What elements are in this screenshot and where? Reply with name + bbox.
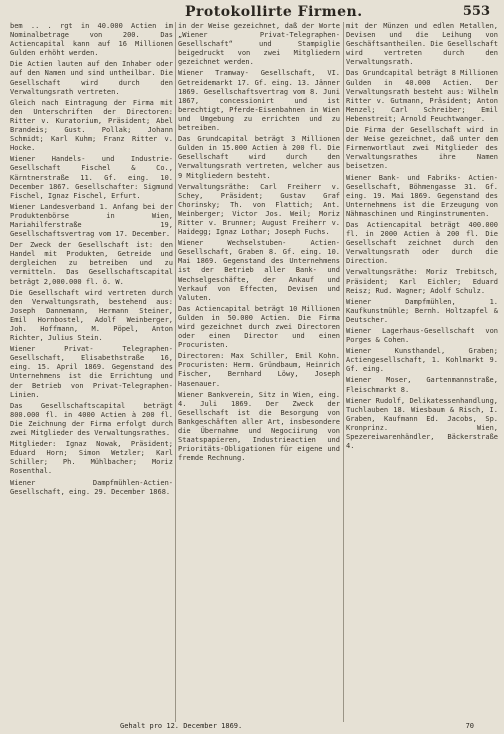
column-divider-2 <box>343 22 344 722</box>
register-entry: Gleich nach Eintragung der Firma mit den Unterschriften der Directoren: Ritter v. Kuratorium, Präsident; Abel Brandeis; Gust. Pollak; Johann Schmidt; Karl Kuhm; Franz Ritter v. Hocke. <box>10 98 173 153</box>
register-entry: Mitglieder: Ignaz Nowak, Präsident; Eduard Horn; Simon Wetzler; Karl Schiller; Ph. Mühlbacher; Moriz Rosenthal. <box>10 440 173 476</box>
register-entry: Das Actiencapital beträgt 10 Millionen Gulden in 50.000 Actien. Die Firma wird gezeichnet durch zwei Directoren oder einen Director und einen Procuristen. <box>178 304 340 350</box>
register-entry: Das Gesellschaftscapital beträgt 800.000 fl. in 4000 Actien à 200 fl. Die Zeichnung der Firma erfolgt durch zwei Mitglieder des Verwaltungsrathes. <box>10 401 173 438</box>
register-entry: Wiener Bank- und Fabriks- Actien- Gesellschaft, Böhmengasse 31. Gf. eing. 19. Mai 1869. Gegenstand des Unternehmens ist die Erzeugung von Nähmaschinen und Ringinstrumenten. <box>346 173 498 218</box>
register-entry: Directoren: Max Schiller, Emil Kohn. Procuristen: Herm. Gründbaum, Heinrich Fischer, Bernhard Löwy, Joseph Hasenauer. <box>178 352 340 388</box>
register-entry: in der Weise gezeichnet, daß der Worte „Wiener Privat-Telegraphen-Gesellschaft“ und Stampiglie beigedruckt von zwei Mitgliedern gezeichnet werden. <box>178 22 340 67</box>
register-entry: Das Grundcapital beträgt 8 Millionen Gulden in 40.000 Actien. Der Verwaltungsrath besteht aus: Wilhelm Ritter v. Gutmann, Präsident; Anton Menzel; Carl Schreiber; Emil Hebenstreit; Arnold Feuchtwanger. <box>346 69 498 123</box>
register-entry: Wiener Tramway- Gesellschaft, VI. Getreidemarkt 17. Gf. eing. 13. Jänner 1869. Gesellschaftsvertrag vom 8. Juni 1867, concessionirt und ist berechtigt, Pferde-Eisenbahnen in Wien und Umgebung zu errichten und zu betreiben. <box>178 69 340 133</box>
register-entry: mit der Münzen und edlen Metallen, Devisen und die Leihung von Geschäftsantheilen. Die Gesellschaft wird vertreten durch den Verwaltungsrath. <box>346 22 498 67</box>
register-entry: Wiener Dampfmühlen-Actien-Gesellschaft, eing. 29. December 1868. <box>10 478 173 496</box>
register-entry: Wiener Kunsthandel, Graben; Actiengesellschaft, 1. Kohlmarkt 9. Gf. eing. <box>346 347 498 374</box>
footer-signature-mark: 70 <box>465 722 474 730</box>
column-divider-1 <box>175 22 176 722</box>
register-entry: Wiener Wechselstuben- Actien- Gesellschaft, Graben 8. Gf. eing. 10. Mai 1869. Gegenstand des Unternehmens ist der Betrieb aller Bank- und Wechselgeschäfte, der Ankauf und Verkauf von Effecten, Devisen und Valuten. <box>178 239 340 302</box>
register-entry: bem .. . rgt in 40.000 Actien im Nominalbetrage von 200. Das Actiencapital kann auf 16 Millionen Gulden erhöht werden. <box>10 22 173 58</box>
register-entry: Verwaltungsräthe: Carl Freiherr v. Schey, Präsident; Gustav Graf Chorinsky; Th. von Flattich; Ant. Weinberger; Victor Jos. Weil; Moriz Ritter v. Brunner; August Freiherr v. Haidegg; Ignaz Lothar; Joseph Fuchs. <box>178 182 340 237</box>
register-entry: Verwaltungsräthe: Moriz Trebitsch, Präsident; Karl Eichler; Eduard Reisz; Rud. Wagner; Adolf Schulz. <box>346 268 498 295</box>
column-middle <box>178 22 340 722</box>
register-entry: Wiener Handels- und Industrie-Gesellschaft Fischel & Co., Kärntnerstraße 11. Gf. eing. 10. December 1867. Gesellschafter: Sigmund Fischel, Ignaz Fischel, Erfurt. <box>10 155 173 200</box>
register-entry: Das Grundcapital beträgt 3 Millionen Gulden in 15.000 Actien à 200 fl. Die Gesellschaft wird durch den Verwaltungsrath vertreten, welcher aus 9 Mitgliedern besteht. <box>178 135 340 180</box>
register-entry: Wiener Moser, Gartenmannstraße, Fleischmarkt 8. <box>346 376 498 394</box>
register-entry: Wiener Bankverein, Sitz in Wien, eing. 4. Juli 1869. Der Zweck der Gesellschaft ist die Besorgung von Bankgeschäften aller Art, insbesondere die Übernahme und Negociirung von Staatspapieren, Industrieactien und Prioritäts-Obligationen für eigene und fremde Rechnung. <box>178 390 340 463</box>
register-entry: Die Firma der Gesellschaft wird in der Weise gezeichnet, daß unter dem Firmenwortlaut zwei Mitglieder des Verwaltungsrathes ihre Namen beisetzen. <box>346 126 498 171</box>
column-right <box>346 22 498 722</box>
footer-date: Gehalt pro 12. December 1869. <box>120 722 243 730</box>
register-entry: Wiener Lagerhaus-Gesellschaft von Porges & Cohen. <box>346 327 498 345</box>
page-header <box>0 0 504 24</box>
register-entry: Wiener Rudolf, Delikatessenhandlung, Tuchlauben 18. Wiesbaum & Risch, I. Graben, Kaufmann Ed. Jacobs, Sp. Kronprinz. Wien, Spezereiwarenhändler, Bäckerstraße 4. <box>346 396 498 451</box>
page-footer <box>0 722 504 734</box>
page-number: 553 <box>462 4 490 19</box>
register-entry: Das Actiencapital beträgt 400.000 fl. in 2000 Actien à 200 fl. Die Gesellschaft zeichnet durch den Verwaltungsrath oder durch die Direction. <box>346 220 498 266</box>
register-entry: Die Actien lauten auf den Inhaber oder auf den Namen und sind untheilbar. Die Gesellschaft wird durch den Verwaltungsrath vertreten. <box>10 60 173 96</box>
column-left <box>10 22 173 722</box>
register-entry: Der Zweck der Gesellschaft ist: den Handel mit Produkten, Getreide und dergleichen zu betreiben und zu vermitteln. Das Gesellschaftscapital beträgt 2,000.000 fl. ö. W. <box>10 241 173 286</box>
register-entry: Wiener Dampfmühlen, 1. Kaufkunstmühle; Bernh. Holtzapfel & Deutscher. <box>346 297 498 324</box>
page-title: Protokollirte Firmen. <box>185 4 363 20</box>
register-entry: Wiener Landesverband 1. Anfang bei der Produktenbörse in Wien, Mariahilferstraße 19, Gesellschaftsvertrag vom 17. December. <box>10 202 173 239</box>
register-entry: Die Gesellschaft wird vertreten durch den Verwaltungsrath, bestehend aus: Joseph Dannemann, Hermann Steiner, Emil Hornbostel, Adolf Weinberger, Joh. Hoffmann, M. Pöpel, Anton Richter, Julius Stein. <box>10 288 173 343</box>
register-entry: Wiener Privat- Telegraphen- Gesellschaft, Elisabethstraße 16, eing. 15. April 1869. Gegenstand des Unternehmens ist die Errichtung und der Betrieb von Privat-Telegraphen-Linien. <box>10 345 173 399</box>
